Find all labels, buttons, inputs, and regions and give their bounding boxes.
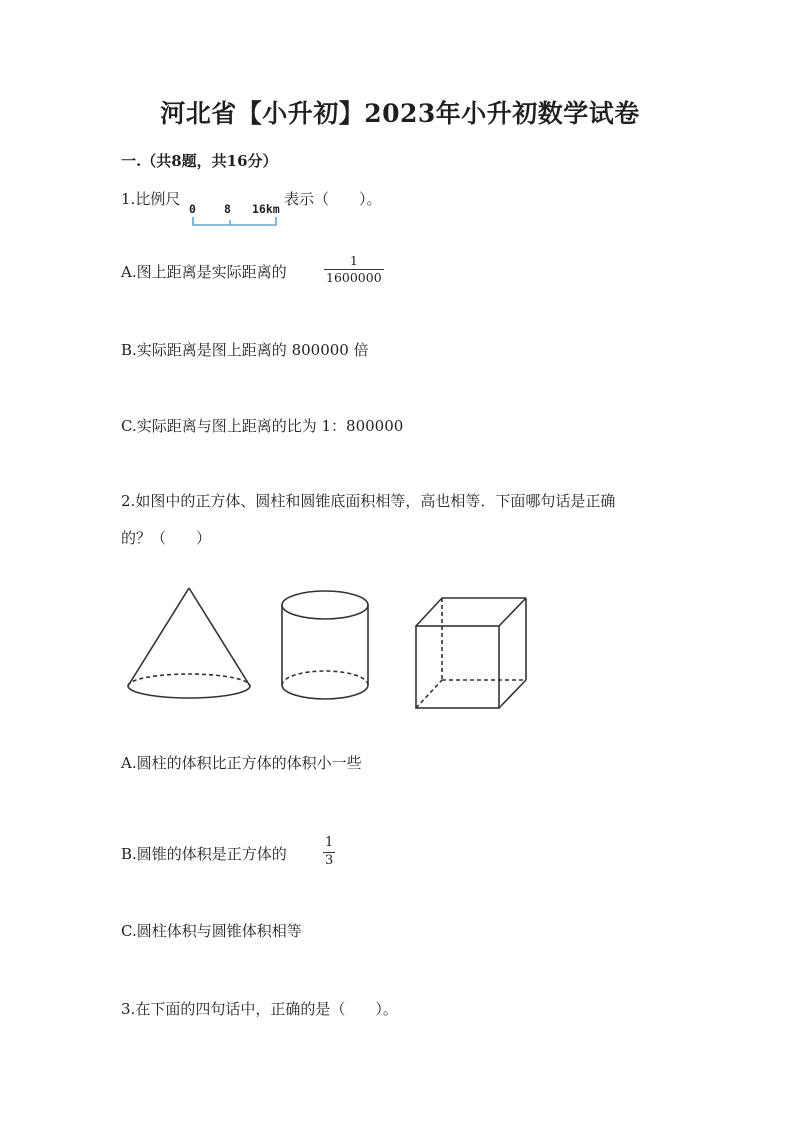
question-2-stem — [121, 490, 615, 511]
section-heading: 一.（共8题，共16分） — [121, 152, 278, 170]
question-text: 比例尺 — [135, 190, 181, 208]
option-text: 圆锥的体积是正方体的 — [136, 845, 287, 863]
scale-ruler — [190, 202, 282, 230]
q2-option-c — [121, 920, 302, 941]
option-label: B. — [121, 341, 137, 359]
option-text: 圆柱的体积比正方体的体积小一些 — [136, 754, 362, 772]
option-label: B. — [121, 845, 137, 863]
q1-option-c — [121, 415, 403, 436]
scale-label-16km: 16km — [252, 202, 280, 216]
question-2-stem-line2: 的？（ ） — [121, 529, 212, 547]
question-number: 3. — [121, 1000, 136, 1018]
option-label: C. — [121, 417, 137, 435]
scale-bar — [190, 216, 282, 228]
scale-label-0: 0 — [189, 202, 196, 216]
q1-option-b — [121, 339, 369, 360]
question-text: 在下面的四句话中，正确的是（ ）。 — [135, 1000, 398, 1018]
question-number: 1. — [121, 190, 136, 208]
exam-title: 河北省【小升初】2023年小升初数学试卷 — [160, 99, 640, 128]
option-label: A. — [121, 263, 137, 281]
fraction-one-third — [323, 836, 335, 869]
fraction-denominator: 3 — [325, 852, 334, 868]
option-text: 实际距离与图上距离的比为 1：800000 — [136, 417, 404, 435]
q2-option-a — [121, 752, 362, 773]
cylinder-figure — [282, 591, 368, 699]
option-label: A. — [121, 754, 137, 772]
cube-figure — [416, 598, 526, 708]
question-3-stem — [121, 998, 398, 1019]
question-1-stem-end: 表示（ ）。 — [284, 190, 382, 208]
fraction-one-over-1600000 — [324, 254, 384, 286]
cone-figure — [128, 588, 250, 698]
fraction-numerator: 1 — [349, 253, 358, 268]
option-label: C. — [121, 922, 137, 940]
q1-option-a — [121, 261, 287, 282]
option-text: 图上距离是实际距离的 — [136, 263, 287, 281]
question-text: 如图中的正方体、圆柱和圆锥底面积相等，高也相等．下面哪句话是正确 — [135, 492, 616, 510]
option-text: 圆柱体积与圆锥体积相等 — [136, 922, 302, 940]
fraction-denominator: 1600000 — [326, 270, 382, 286]
scale-label-8: 8 — [224, 202, 231, 216]
fraction-numerator: 1 — [325, 835, 334, 850]
question-number: 2. — [121, 492, 136, 510]
geometry-figures — [118, 580, 538, 715]
q2-option-b — [121, 843, 287, 864]
question-1-stem — [121, 188, 180, 209]
option-text: 实际距离是图上距离的 800000 倍 — [136, 341, 369, 359]
